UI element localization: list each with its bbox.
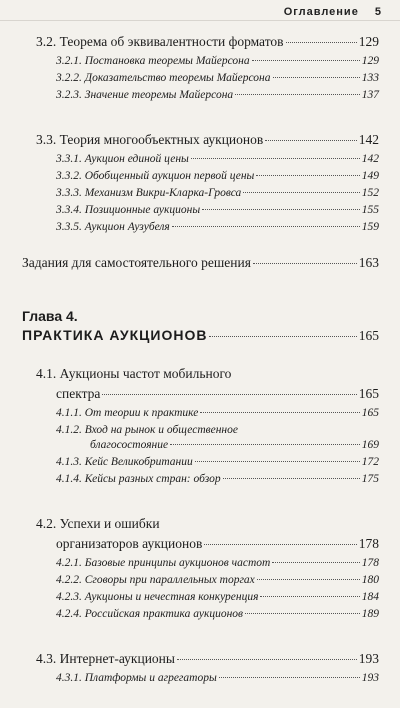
toc-subsection-3-3-1[interactable] xyxy=(22,153,379,170)
toc-section-4-2[interactable] xyxy=(22,516,379,557)
toc-title: 4.1.3. Кейс Великобритании xyxy=(56,456,193,468)
running-head xyxy=(284,6,382,18)
leader-dots xyxy=(219,677,360,678)
leader-dots xyxy=(177,659,357,660)
leader-dots xyxy=(265,140,357,141)
leader-dots xyxy=(245,613,360,614)
leader-dots xyxy=(223,478,360,479)
leader-dots xyxy=(235,94,360,95)
leader-dots xyxy=(272,562,359,563)
toc-title: 3.2. Теорема об эквивалентности форматов xyxy=(36,34,284,49)
toc-page: 137 xyxy=(361,89,379,101)
toc-title: 4.1.4. Кейсы разных стран: обзор xyxy=(56,473,221,485)
toc-page: 178 xyxy=(361,557,379,569)
toc-title: 3.3.2. Обобщенный аукцион первой цены xyxy=(56,170,255,182)
leader-dots xyxy=(253,263,357,264)
chapter-number: Глава 4. xyxy=(22,308,78,324)
leader-dots xyxy=(260,596,359,597)
toc-page: 165 xyxy=(358,386,379,401)
toc-subsection-4-1-1[interactable] xyxy=(22,407,379,424)
toc-title: 3.3.5. Аукцион Аузубеля xyxy=(56,221,170,233)
header-rule xyxy=(0,20,400,21)
toc-page: 169 xyxy=(361,439,379,451)
leader-dots xyxy=(209,336,356,337)
toc-title: 4.3. Интернет-аукционы xyxy=(36,651,175,666)
leader-dots xyxy=(286,42,357,43)
toc-subsection-4-1-2[interactable] xyxy=(22,424,379,456)
toc-page: 133 xyxy=(361,72,379,84)
toc-tasks[interactable] xyxy=(22,255,379,276)
toc-title: 3.3. Теория многообъектных аукционов xyxy=(36,132,264,147)
toc-title: 4.3.1. Платформы и агрегаторы xyxy=(56,672,217,684)
toc-page: 193 xyxy=(358,651,379,666)
toc-subsection-3-3-5[interactable] xyxy=(22,221,379,238)
toc-page: 129 xyxy=(361,55,379,67)
toc-subsection-3-2-1[interactable] xyxy=(22,55,379,72)
toc-page: 165 xyxy=(361,407,379,419)
toc-title: 4.2.4. Российская практика аукционов xyxy=(56,608,244,620)
toc-title: 3.3.4. Позиционные аукционы xyxy=(56,204,201,216)
toc-section-3-2[interactable] xyxy=(22,34,379,55)
toc-page: 175 xyxy=(361,473,379,485)
toc-page: 159 xyxy=(361,221,379,233)
toc-page: 155 xyxy=(361,204,379,216)
toc-page: 163 xyxy=(358,255,379,270)
leader-dots xyxy=(204,544,356,545)
toc-page: 178 xyxy=(358,536,379,551)
toc-subsection-3-3-2[interactable] xyxy=(22,170,379,187)
toc-title-line2-row xyxy=(36,536,379,557)
page-number: 5 xyxy=(374,6,382,18)
toc-title-line1: 4.2. Успехи и ошибки xyxy=(36,516,160,531)
toc-section-3-3[interactable] xyxy=(22,132,379,153)
toc-title-line2: спектра xyxy=(56,386,101,401)
toc-title: 3.2.3. Значение теоремы Майерсона xyxy=(56,89,234,101)
leader-dots xyxy=(170,444,360,445)
toc-title: 4.2.3. Аукционы и нечестная конкуренция xyxy=(56,591,259,603)
toc-page: 142 xyxy=(361,153,379,165)
toc-title-line2-row xyxy=(56,439,379,456)
toc-subsection-4-1-4[interactable] xyxy=(22,473,379,490)
leader-dots xyxy=(256,175,359,176)
toc-subsection-4-2-2[interactable] xyxy=(22,574,379,591)
toc-title: 3.3.1. Аукцион единой цены xyxy=(56,153,189,165)
toc-page: 149 xyxy=(361,170,379,182)
toc-subsection-4-3-1[interactable] xyxy=(22,672,379,689)
toc-title-line2-row xyxy=(36,386,379,407)
toc-page: 142 xyxy=(358,132,379,147)
toc-section-4-1[interactable] xyxy=(22,366,379,407)
toc-subsection-3-3-4[interactable] xyxy=(22,204,379,221)
toc-chapter-4[interactable] xyxy=(22,327,379,349)
leader-dots xyxy=(252,60,360,61)
toc-title-line2: благосостояние xyxy=(90,439,169,451)
toc-page: 152 xyxy=(361,187,379,199)
table-of-contents xyxy=(22,34,379,689)
leader-dots xyxy=(102,394,356,395)
toc-subsection-4-2-3[interactable] xyxy=(22,591,379,608)
toc-subsection-3-3-3[interactable] xyxy=(22,187,379,204)
toc-subsection-3-2-3[interactable] xyxy=(22,89,379,106)
toc-page: 193 xyxy=(361,672,379,684)
toc-title: Задания для самостоятельного решения xyxy=(22,255,251,270)
toc-title: 4.2.1. Базовые принципы аукционов частот xyxy=(56,557,271,569)
toc-title: 4.2.2. Сговоры при параллельных торгах xyxy=(56,574,255,586)
chapter-title: ПРАКТИКА АУКЦИОНОВ xyxy=(22,327,208,343)
toc-page: 184 xyxy=(361,591,379,603)
toc-subsection-4-2-4[interactable] xyxy=(22,608,379,625)
toc-subsection-4-1-3[interactable] xyxy=(22,456,379,473)
toc-title-line1: 4.1.2. Вход на рынок и общественное xyxy=(56,424,238,436)
toc-page: 165 xyxy=(358,328,379,343)
toc-title: 3.2.1. Постановка теоремы Майерсона xyxy=(56,55,250,67)
leader-dots xyxy=(195,461,360,462)
toc-page: 189 xyxy=(361,608,379,620)
toc-page: 129 xyxy=(358,34,379,49)
toc-page: 172 xyxy=(361,456,379,468)
leader-dots xyxy=(273,77,360,78)
leader-dots xyxy=(200,412,359,413)
leader-dots xyxy=(243,192,359,193)
toc-section-4-3[interactable] xyxy=(22,651,379,672)
toc-title: 3.3.3. Механизм Викри-Кларка-Гровса xyxy=(56,187,242,199)
toc-title-line1: 4.1. Аукционы частот мобильного xyxy=(36,366,232,381)
toc-title: 3.2.2. Доказательство теоремы Майерсона xyxy=(56,72,271,84)
toc-page: 180 xyxy=(361,574,379,586)
toc-title-line2: организаторов аукционов xyxy=(56,536,203,551)
leader-dots xyxy=(257,579,360,580)
toc-title: 4.1.1. От теории к практике xyxy=(56,407,199,419)
leader-dots xyxy=(172,226,360,227)
leader-dots xyxy=(191,158,360,159)
toc-subsection-4-2-1[interactable] xyxy=(22,557,379,574)
running-head-title: Оглавление xyxy=(283,6,359,18)
toc-subsection-3-2-2[interactable] xyxy=(22,72,379,89)
leader-dots xyxy=(202,209,360,210)
